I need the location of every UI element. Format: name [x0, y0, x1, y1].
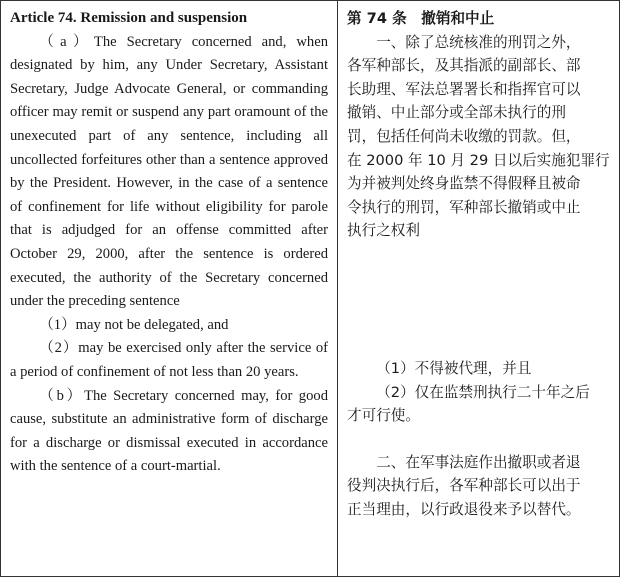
- chinese-text-line: 才可行使。: [347, 407, 420, 425]
- chinese-item-1: （1）不得被代理，并且: [376, 359, 532, 377]
- chinese-text-line: 令执行的刑罚，军种部长撤销或中止: [347, 198, 581, 216]
- chinese-text-line: 执行之权利: [347, 222, 420, 240]
- chinese-article-title: 第 74 条 撤销和中止: [347, 10, 495, 27]
- chinese-text-line: 各军种部长，及其指派的副部长、部: [347, 57, 581, 75]
- chinese-text-line: 为并被判处终身监禁不得假释且被命: [347, 175, 581, 193]
- english-item-2: （2）may be exercised only after the service of a period of confinement of not less than 20 years.: [10, 340, 328, 380]
- chinese-text-line: 长助理、军法总署署长和指挥官可以: [347, 80, 581, 98]
- chinese-text-line: 役判决执行后，各军种部长可以出于: [347, 477, 581, 495]
- chinese-spacer: [347, 243, 610, 357]
- chinese-text-line: 撤销、中止部分或全部未执行的刑: [347, 104, 566, 122]
- chinese-item-2: [347, 381, 610, 428]
- english-column: [1, 1, 338, 577]
- english-article-title: Article 74. Remission and suspension: [10, 10, 248, 26]
- english-paragraph-b: （b）The Secretary concerned may, for good cause, substitute an administrative form of discharge for a discharge or dismissal executed in accordance with the sentence of a court-martial.: [10, 387, 328, 475]
- chinese-text-line: 二、在军事法庭作出撤职或者退: [376, 453, 581, 471]
- chinese-paragraph-1: [347, 31, 610, 243]
- chinese-text-line: 罚，包括任何尚未收缴的罚款。但，: [347, 127, 581, 145]
- chinese-text-line: 在 2000 年 10 月 29 日以后实施犯罪行: [347, 151, 610, 169]
- chinese-text-line: 一、除了总统核准的刑罚之外，: [376, 33, 581, 51]
- table-row: [1, 1, 620, 577]
- chinese-paragraph-2: [347, 451, 610, 522]
- chinese-spacer: [347, 428, 610, 451]
- chinese-column: [338, 1, 620, 577]
- english-item-1: （1）may not be delegated, and: [39, 316, 229, 333]
- chinese-text-line: （2）仅在监禁刑执行二十年之后: [376, 383, 590, 401]
- chinese-text-line: 正当理由，以行政退役来予以替代。: [347, 500, 581, 518]
- english-paragraph-a: （a）The Secretary concerned and, when designated by him, any Under Secretary, Assistant Secretary, Judge Advocate General, or commanding officer may remit or suspend any part oramount of the unexecuted part of any sentence, including all uncollected forfeitures other than a sentence approved by the President. However, in the case of a sentence of confinement for life without eligibility for parole that is adjudged for an offense committed after October 29, 2000, after the sentence is ordered executed, the authority of the Secretary concerned under the preceding sentence: [10, 33, 328, 310]
